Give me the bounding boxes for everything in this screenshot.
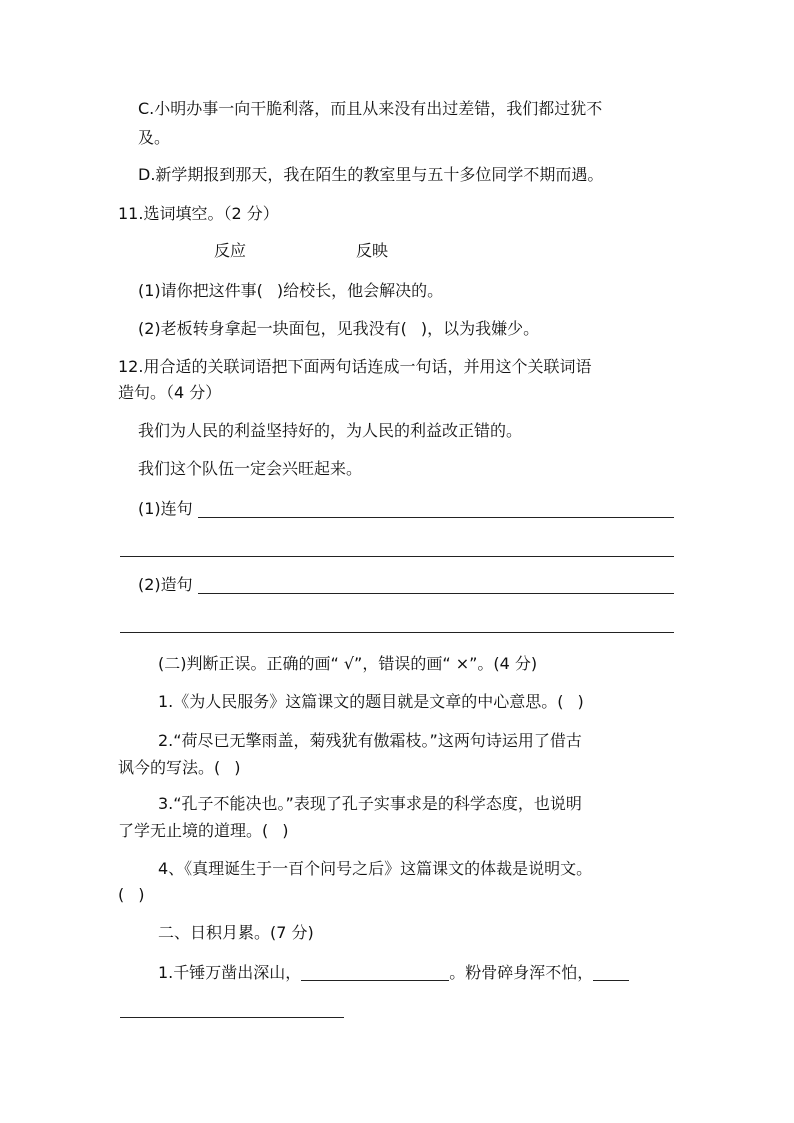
judge-item-2-line2 [118, 757, 241, 779]
q12-sentence-1: 我们为人民的利益坚持好的，为人民的利益改正错的。 [138, 421, 523, 440]
judge-item-4-close: ) [138, 885, 145, 904]
q11-s1-text: (1)请你把这件事( [138, 281, 263, 300]
judge-item-3-close: ) [282, 821, 289, 840]
q11-s1-end: )给校长，他会解决的。 [276, 281, 444, 300]
section2-title: 二、日积月累。(7 分) [158, 923, 314, 942]
poem-part-1: 1.千锤万凿出深山， [158, 963, 302, 982]
connect-answer-line-2[interactable] [120, 556, 674, 557]
option-c-line2: 及。 [138, 128, 171, 147]
q11-sentence-1 [138, 280, 443, 302]
poem-line [158, 962, 629, 984]
word-choices [214, 240, 388, 262]
option-c-line1: C.小明办事一向干脆利落，而且从来没有出过差错，我们都过犹不 [138, 99, 603, 118]
judge-item-4-line1: 4、《真理诞生于一百个问号之后》这篇课文的体裁是说明文。 [158, 859, 593, 878]
judge-item-2-text: 讽今的写法。( [118, 758, 221, 777]
q12-sentence-2: 我们这个队伍一定会兴旺起来。 [138, 459, 363, 478]
sentence-answer-line-2[interactable] [120, 632, 674, 633]
judge-item-2-close: ) [234, 758, 241, 777]
judge-item-1 [158, 691, 584, 713]
q12-title-line2: 造句。（4 分） [118, 383, 222, 402]
judge-item-1-text: 1.《为人民服务》这篇课文的题目就是文章的中心意思。( [158, 692, 564, 711]
q11-title: 11.选词填空。（2 分） [118, 204, 279, 223]
judge-item-4-line2 [118, 884, 145, 906]
judge-item-3-line2 [118, 820, 289, 842]
sentence-answer-line[interactable] [198, 593, 674, 594]
sentence-label: (2)造句 [138, 575, 193, 594]
judge-item-2-line1: 2.“荷尽已无擎雨盖，菊残犹有傲霜枝。”这两句诗运用了借古 [158, 731, 582, 750]
word-option-1: 反应 [214, 241, 247, 260]
word-option-2: 反映 [356, 241, 389, 260]
poem-part-2: 。粉骨碎身浑不怕， [449, 963, 594, 982]
option-d: D.新学期报到那天，我在陌生的教室里与五十多位同学不期而遇。 [138, 165, 604, 184]
judge-title: (二)判断正误。正确的画“ √”，错误的画“ ×”。(4 分) [158, 654, 538, 673]
poem-blank-1[interactable] [301, 964, 449, 981]
connect-label: (1)连句 [138, 499, 193, 518]
judge-item-1-close: ) [577, 692, 584, 711]
q11-sentence-2 [138, 318, 539, 340]
poem-blank-2-start[interactable] [593, 964, 629, 981]
judge-item-4-open: ( [118, 885, 125, 904]
q11-s2-text: (2)老板转身拿起一块面包，见我没有( [138, 319, 407, 338]
poem-blank-2-line[interactable] [120, 1017, 344, 1018]
q12-title-line1: 12.用合适的关联词语把下面两句话连成一句话，并用这个关联词语 [118, 357, 592, 376]
connect-answer-line[interactable] [198, 517, 674, 518]
judge-item-3-line1: 3.“孔子不能决也。”表现了孔子实事求是的科学态度，也说明 [158, 794, 582, 813]
judge-item-3-text: 了学无止境的道理。( [118, 821, 269, 840]
q11-s2-end: )，以为我嫌少。 [420, 319, 540, 338]
